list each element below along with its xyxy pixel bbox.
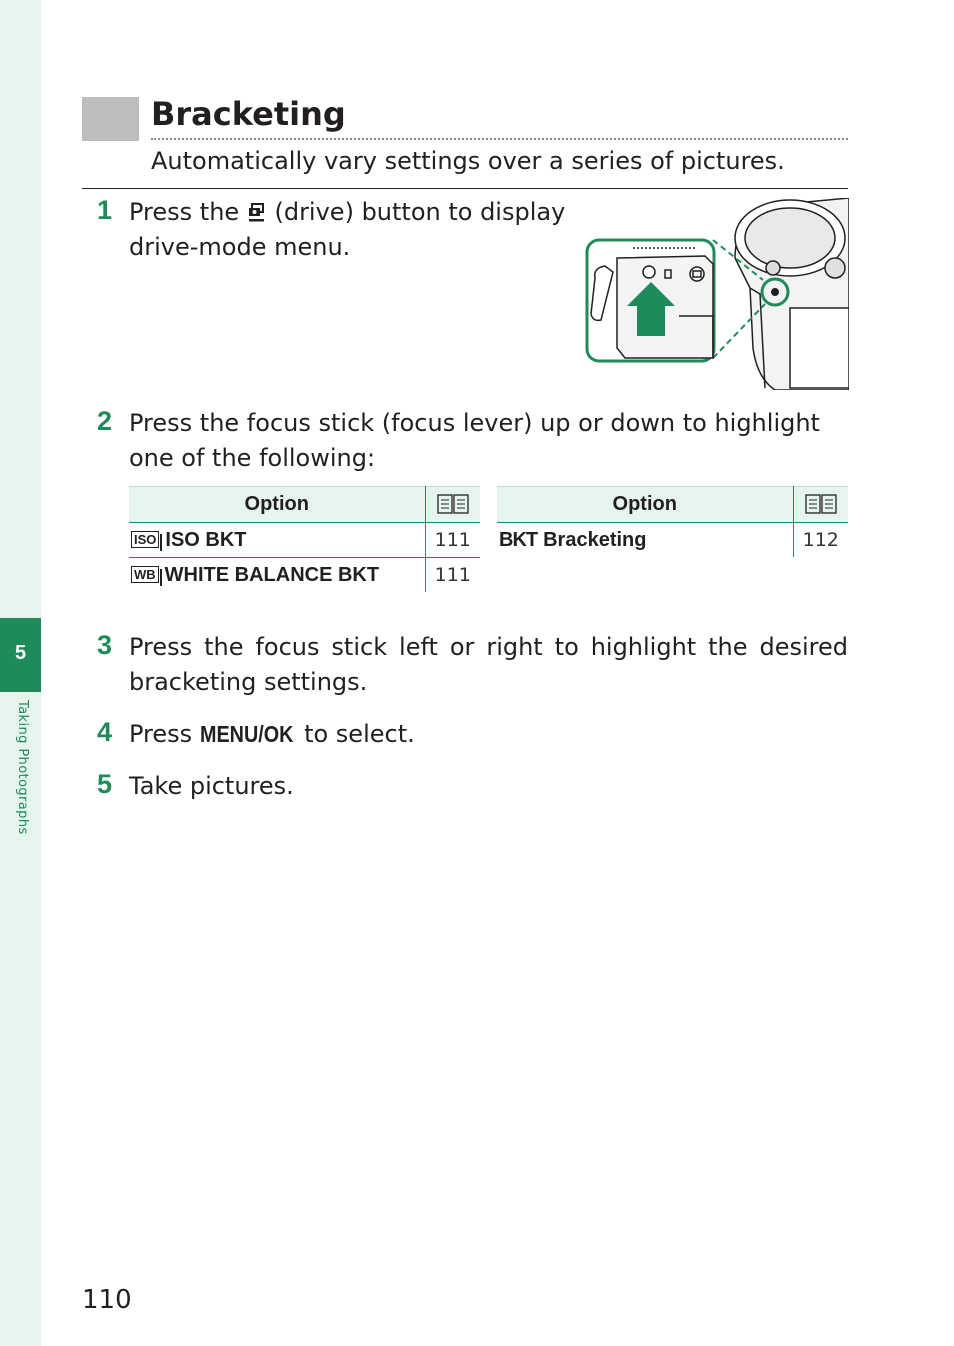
chapter-title: Taking Photographs (15, 700, 30, 835)
table-row (129, 523, 480, 558)
page-number: 110 (82, 1285, 132, 1315)
wb-icon: WB (131, 566, 159, 583)
step-1-text (129, 195, 579, 264)
section-marker (82, 97, 139, 141)
step-1-text-b: (drive) button to display drive-mode menu. (129, 198, 566, 261)
table-row (129, 558, 480, 593)
chapter-number: 5 (14, 642, 27, 664)
step-number-3: 3 (97, 630, 113, 660)
step-2-text: Press the focus stick (focus lever) up or down to highlight one of the following: (129, 409, 820, 472)
table-row (497, 523, 848, 558)
drive-icon (247, 201, 267, 223)
page-header (425, 487, 480, 523)
option-name: WHITE BALANCE BKT (164, 563, 380, 586)
step-3-text: Press the focus stick left or right to highlight the desired bracketing settings. (129, 633, 848, 696)
option-name: ISO BKT (165, 528, 247, 551)
option-name-cell (497, 523, 793, 558)
option-name-cell (129, 558, 425, 593)
step-1-text-a: Press the (129, 198, 240, 226)
option-name-cell (129, 523, 425, 558)
option-page: 112 (802, 529, 839, 551)
camera-illustration (585, 198, 849, 390)
book-icon (805, 494, 837, 514)
option-table-left (129, 486, 480, 592)
step-number-4: 4 (97, 717, 113, 747)
step-4-text-b: to select. (304, 720, 415, 748)
option-name: Bracketing (543, 528, 647, 551)
section-title: Bracketing (151, 95, 346, 133)
book-icon (437, 494, 469, 514)
step-number-5: 5 (97, 769, 113, 799)
page-header (793, 487, 848, 523)
section-divider (82, 188, 848, 189)
section-description: Automatically vary settings over a series of pictures. (151, 147, 785, 175)
iso-icon: ISO (131, 531, 159, 548)
bkt-icon: BKT (499, 528, 538, 551)
option-header: Option (129, 487, 425, 523)
step-4-text-a: Press (129, 720, 193, 748)
camera-body (735, 198, 849, 390)
option-table-right (497, 486, 848, 557)
step-number-2: 2 (97, 406, 113, 436)
option-page: 111 (425, 523, 480, 558)
menu-ok-label: MENU/OK (199, 721, 294, 747)
step-4-text (129, 717, 829, 752)
step-5-text: Take pictures. (129, 772, 294, 800)
option-header: Option (497, 487, 793, 523)
dotted-divider (151, 138, 848, 140)
step-number-1: 1 (97, 195, 113, 225)
option-page: 111 (434, 564, 471, 586)
